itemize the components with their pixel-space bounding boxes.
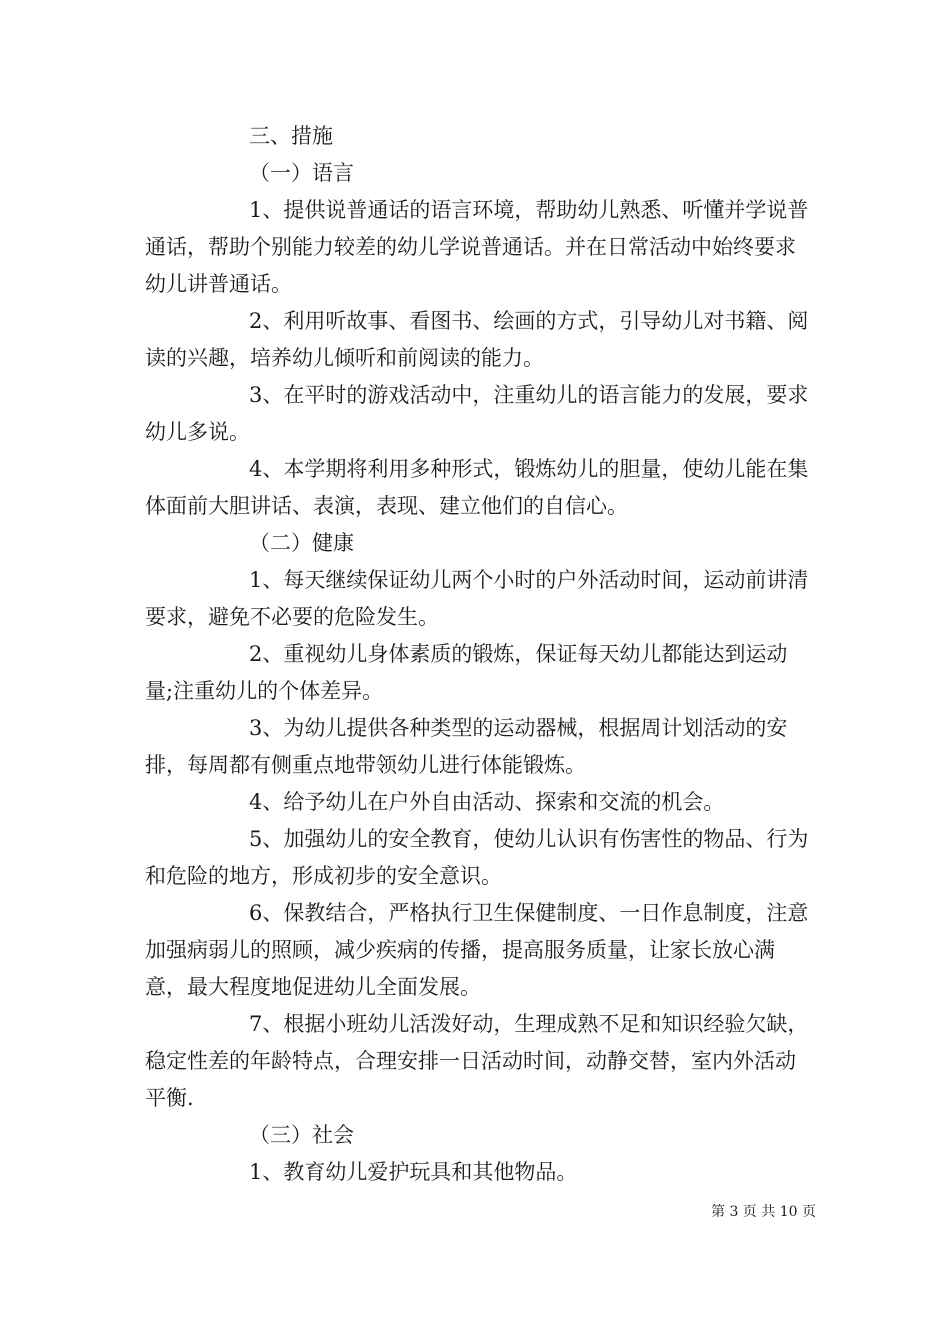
paragraph: 6、保教结合，严格执行卫生保健制度、一日作息制度，注意加强病弱儿的照顾，减少疾病的传播，提高服务质量，让家长放心满意，最大程度地促进幼儿全面发展。 xyxy=(145,901,809,999)
paragraph: 3、为幼儿提供各种类型的运动器械，根据周计划活动的安排，每周都有侧重点地带领幼儿进行体能锻炼。 xyxy=(145,716,788,777)
paragraph: 2、重视幼儿身体素质的锻炼，保证每天幼儿都能达到运动量;注重幼儿的个体差异。 xyxy=(145,642,788,703)
paragraph: 4、给予幼儿在户外自由活动、探索和交流的机会。 xyxy=(249,790,725,814)
paragraph: 5、加强幼儿的安全教育，使幼儿认识有伤害性的物品、行为和危险的地方，形成初步的安全意识。 xyxy=(145,827,809,888)
document-body xyxy=(145,118,815,1191)
subsection-heading: （三）社会 xyxy=(249,1123,354,1147)
paragraph: 1、提供说普通话的语言环境，帮助幼儿熟悉、听懂并学说普通话，帮助个别能力较差的幼儿学说普通话。并在日常活动中始终要求幼儿讲普通话。 xyxy=(145,198,809,296)
paragraph: 1、每天继续保证幼儿两个小时的户外活动时间，运动前讲清要求，避免不必要的危险发生。 xyxy=(145,568,809,629)
paragraph: 1、教育幼儿爱护玩具和其他物品。 xyxy=(249,1160,578,1184)
section-heading: 三、措施 xyxy=(249,124,333,148)
paragraph: 4、本学期将利用多种形式，锻炼幼儿的胆量，使幼儿能在集体面前大胆讲话、表演，表现、建立他们的自信心。 xyxy=(145,457,809,518)
page-number-footer: 第 3 页 共 10 页 xyxy=(711,1204,816,1220)
paragraph: 2、利用听故事、看图书、绘画的方式，引导幼儿对书籍、阅读的兴趣，培养幼儿倾听和前阅读的能力。 xyxy=(145,309,809,370)
paragraph: 7、根据小班幼儿活泼好动，生理成熟不足和知识经验欠缺，稳定性差的年龄特点，合理安排一日活动时间，动静交替，室内外活动平衡. xyxy=(145,1012,809,1110)
subsection-heading: （一）语言 xyxy=(249,161,354,185)
paragraph: 3、在平时的游戏活动中，注重幼儿的语言能力的发展，要求幼儿多说。 xyxy=(145,383,809,444)
subsection-heading: （二）健康 xyxy=(249,531,354,555)
